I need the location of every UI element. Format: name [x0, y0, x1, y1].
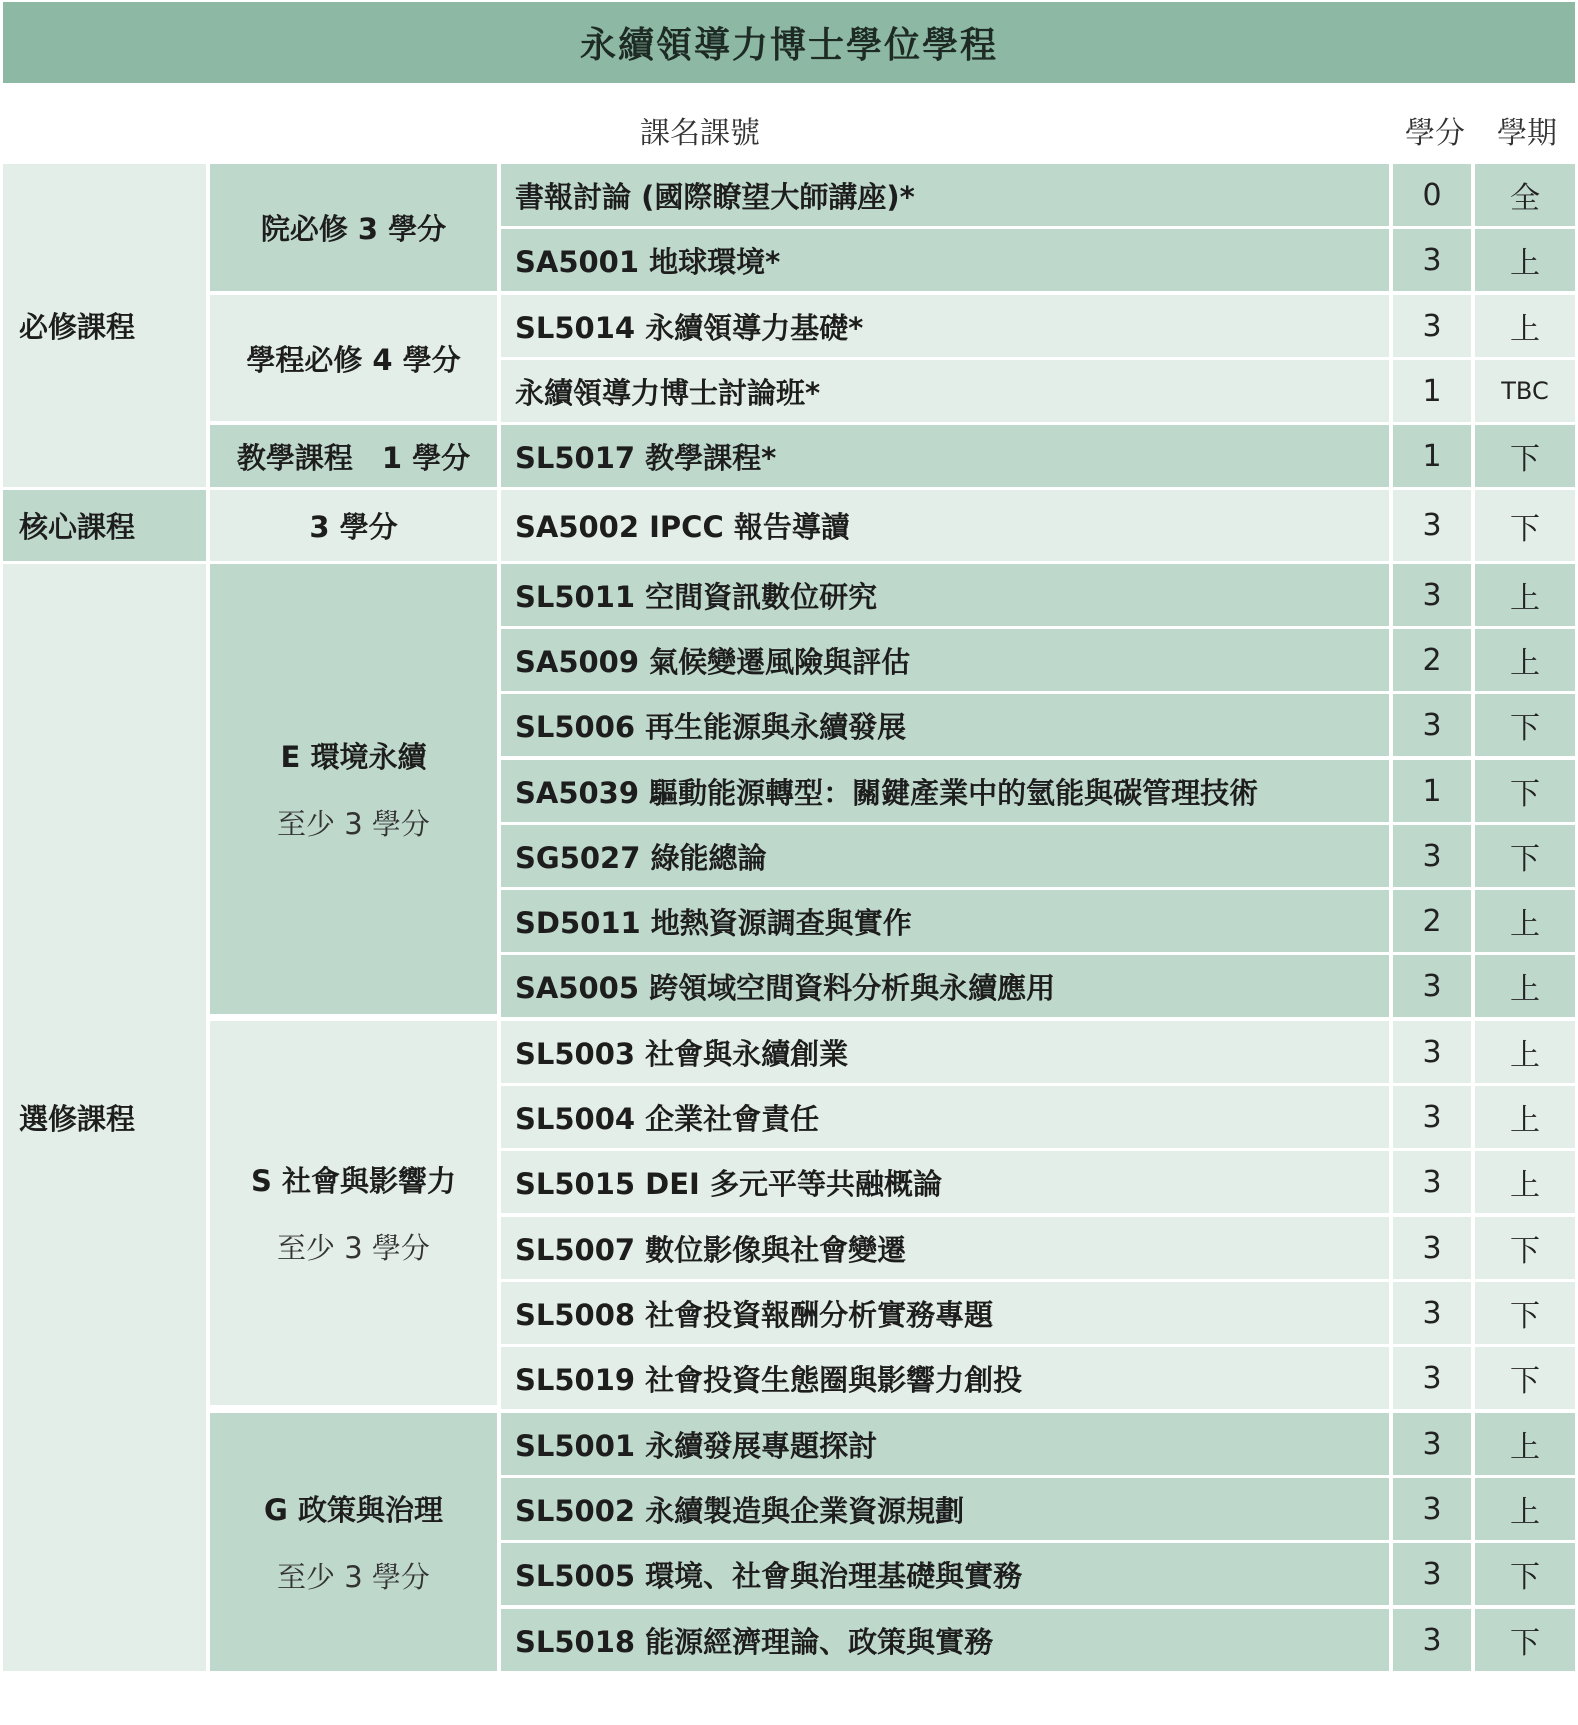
- course-semester-cell: 上: [1475, 1151, 1575, 1213]
- course-name-cell: SD5011 地熱資源調查與實作: [501, 890, 1389, 952]
- course-credit-cell: 3: [1393, 295, 1471, 357]
- group-name: 教學課程 1 學分: [236, 440, 471, 475]
- course-credit-cell: 3: [1393, 1609, 1471, 1671]
- course-credit-cell: 3: [1393, 1543, 1471, 1605]
- category-cell: 必修課程: [3, 164, 206, 487]
- course-name-cell: SL5008 社會投資報酬分析實務專題: [501, 1282, 1389, 1344]
- course-semester-cell: TBC: [1475, 360, 1575, 422]
- course-credit-cell: 3: [1393, 490, 1471, 561]
- course-credit-cell: 3: [1393, 825, 1471, 887]
- course-credit-cell: 3: [1393, 564, 1471, 626]
- course-name-cell: SL5004 企業社會責任: [501, 1086, 1389, 1148]
- course-semester-cell: 下: [1475, 825, 1575, 887]
- course-semester-cell: 下: [1475, 1282, 1575, 1344]
- course-credit-cell: 2: [1393, 890, 1471, 952]
- category-cell: 選修課程: [3, 564, 206, 1671]
- course-name-cell: SL5014 永續領導力基礎*: [501, 295, 1389, 357]
- group-cell: [210, 425, 497, 487]
- header-semester: 學期: [1497, 116, 1557, 151]
- course-name-cell: SL5003 社會與永續創業: [501, 1021, 1389, 1083]
- course-name-cell: SL5001 永續發展專題探討: [501, 1413, 1389, 1475]
- table-title: 永續領導力博士學位學程: [579, 25, 998, 66]
- course-credit-cell: 3: [1393, 229, 1471, 291]
- course-name-cell: SL5005 環境、社會與治理基礎與實務: [501, 1543, 1389, 1605]
- course-name-cell: SA5002 IPCC 報告導讀: [501, 490, 1389, 561]
- course-semester-cell: 下: [1475, 1347, 1575, 1409]
- course-name-cell: 永續領導力博士討論班*: [501, 360, 1389, 422]
- group-name: 學程必修 4 學分: [246, 342, 461, 377]
- header-course: 課名課號: [640, 116, 760, 151]
- group-name: G 政策與治理: [264, 1493, 443, 1527]
- course-credit-cell: 1: [1393, 360, 1471, 422]
- course-semester-cell: 上: [1475, 229, 1575, 291]
- course-name-cell: SA5001 地球環境*: [501, 229, 1389, 291]
- group-cell: [210, 1413, 497, 1671]
- course-semester-cell: 下: [1475, 760, 1575, 822]
- course-name-cell: SL5017 教學課程*: [501, 425, 1389, 487]
- course-semester-cell: 上: [1475, 295, 1575, 357]
- course-semester-cell: 下: [1475, 490, 1575, 561]
- course-semester-cell: 上: [1475, 1021, 1575, 1083]
- course-name-cell: SA5039 驅動能源轉型：關鍵產業中的氫能與碳管理技術: [501, 760, 1389, 822]
- group-requirement: 至少 3 學分: [277, 807, 430, 841]
- course-semester-cell: 上: [1475, 564, 1575, 626]
- course-semester-cell: 下: [1475, 694, 1575, 756]
- course-credit-cell: 3: [1393, 1478, 1471, 1540]
- group-cell: [210, 564, 497, 1014]
- course-semester-cell: 上: [1475, 890, 1575, 952]
- course-credit-cell: 3: [1393, 1086, 1471, 1148]
- course-name-cell: SL5006 再生能源與永續發展: [501, 694, 1389, 756]
- table-title-bar: [3, 2, 1575, 83]
- course-name-cell: SA5009 氣候變遷風險與評估: [501, 629, 1389, 691]
- course-credit-cell: 3: [1393, 1282, 1471, 1344]
- course-semester-cell: 上: [1475, 1478, 1575, 1540]
- course-semester-cell: 上: [1475, 1086, 1575, 1148]
- course-name-cell: 書報討論 (國際瞭望大師講座)*: [501, 164, 1389, 226]
- header-credit: 學分: [1405, 116, 1465, 151]
- course-semester-cell: 全: [1475, 164, 1575, 226]
- course-name-cell: SL5002 永續製造與企業資源規劃: [501, 1478, 1389, 1540]
- course-credit-cell: 1: [1393, 760, 1471, 822]
- course-name-cell: SG5027 綠能總論: [501, 825, 1389, 887]
- course-credit-cell: 3: [1393, 1413, 1471, 1475]
- group-name: 院必修 3 學分: [260, 212, 447, 246]
- course-credit-cell: 2: [1393, 629, 1471, 691]
- group-cell: [210, 164, 497, 291]
- course-credit-cell: 3: [1393, 955, 1471, 1017]
- course-credit-cell: 3: [1393, 1347, 1471, 1409]
- group-requirement: 至少 3 學分: [277, 1231, 430, 1265]
- course-semester-cell: 下: [1475, 425, 1575, 487]
- course-credit-cell: 3: [1393, 694, 1471, 756]
- course-semester-cell: 下: [1475, 1217, 1575, 1279]
- course-credit-cell: 3: [1393, 1217, 1471, 1279]
- course-semester-cell: 下: [1475, 1609, 1575, 1671]
- group-requirement: 至少 3 學分: [277, 1560, 430, 1594]
- course-credit-cell: 0: [1393, 164, 1471, 226]
- course-credit-cell: 3: [1393, 1151, 1471, 1213]
- course-semester-cell: 上: [1475, 629, 1575, 691]
- category-cell: 核心課程: [3, 490, 206, 561]
- course-credit-cell: 1: [1393, 425, 1471, 487]
- course-name-cell: SL5018 能源經濟理論、政策與實務: [501, 1609, 1389, 1671]
- course-credit-cell: 3: [1393, 1021, 1471, 1083]
- course-name-cell: SL5011 空間資訊數位研究: [501, 564, 1389, 626]
- course-name-cell: SL5019 社會投資生態圈與影響力創投: [501, 1347, 1389, 1409]
- group-cell: [210, 490, 497, 561]
- course-semester-cell: 上: [1475, 1413, 1575, 1475]
- course-name-cell: SL5007 數位影像與社會變遷: [501, 1217, 1389, 1279]
- group-name: S 社會與影響力: [251, 1164, 456, 1198]
- course-name-cell: SA5005 跨領域空間資料分析與永續應用: [501, 955, 1389, 1017]
- course-semester-cell: 下: [1475, 1543, 1575, 1605]
- group-name: E 環境永續: [280, 740, 427, 774]
- group-name: 3 學分: [309, 510, 398, 544]
- course-semester-cell: 上: [1475, 955, 1575, 1017]
- group-cell: [210, 295, 497, 421]
- course-name-cell: SL5015 DEI 多元平等共融概論: [501, 1151, 1389, 1213]
- group-cell: [210, 1021, 497, 1405]
